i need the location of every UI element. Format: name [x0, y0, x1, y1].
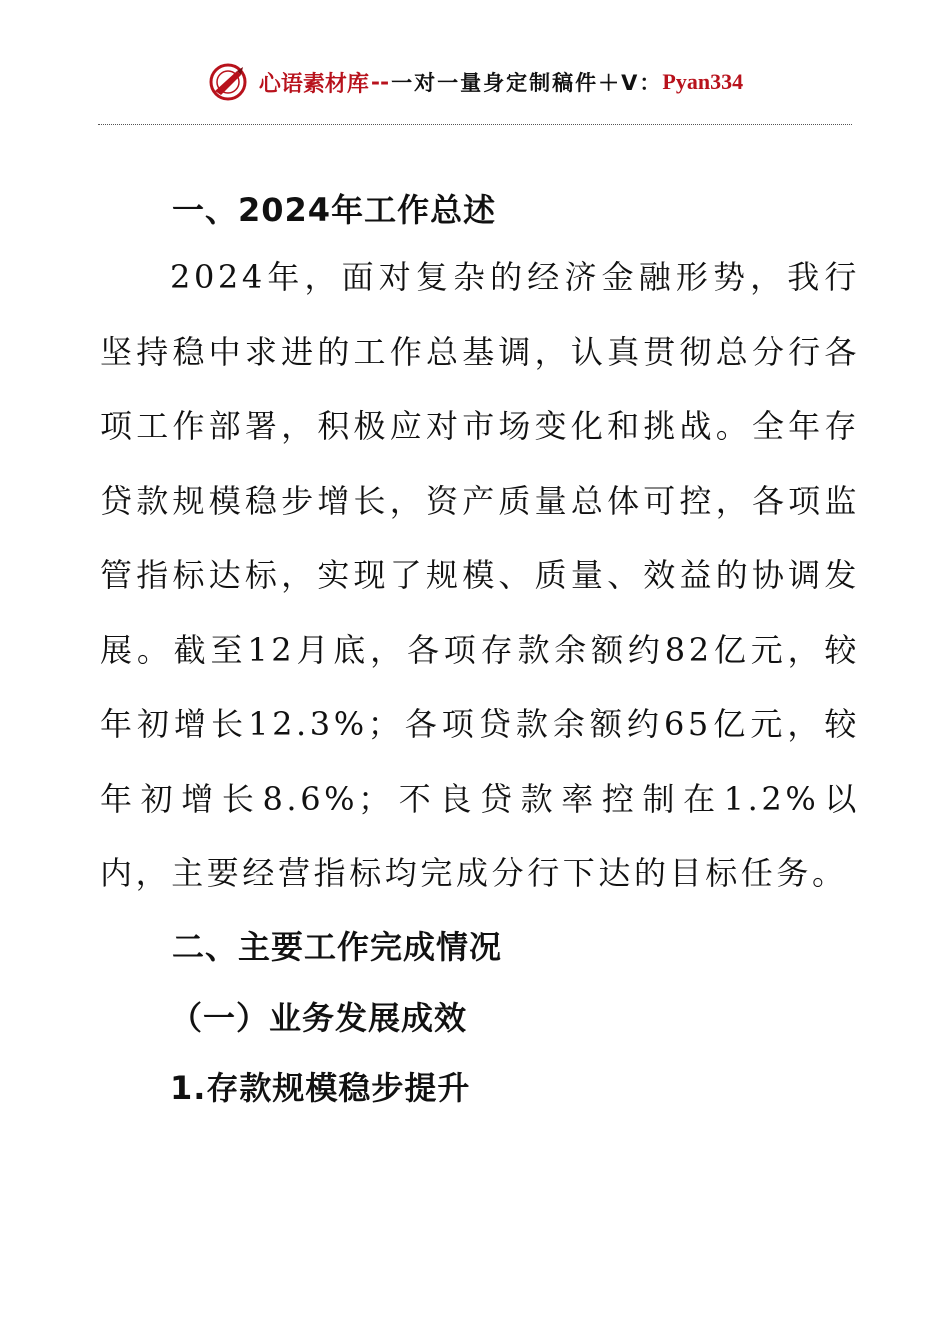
subsection-1-heading: （一）业务发展成效	[170, 998, 468, 1037]
header-contact: Pyan334	[662, 69, 744, 94]
document-header	[0, 58, 950, 106]
section-1-paragraph: 2024年，面对复杂的经济金融形势，我行坚持稳中求进的工作总基调，认真贯彻总分行各项工作部署，积极应对市场变化和挑战。全年存贷款规模稳步增长，资产质量总体可控，各项监管指标达标，实现了规模、质量、效益的协调发展。截至12月底，各项存款余额约82亿元，较年初增长12.3%；各项贷款余额约65亿元，较年初增长8.6%；不良贷款率控制在1.2%以内，主要经营指标均完成分行下达的目标任务。	[100, 258, 860, 892]
item-1-heading: 1.存款规模稳步提升	[170, 1068, 471, 1107]
document-body	[100, 180, 860, 1123]
brand-name: 心语素材库	[258, 70, 369, 97]
header-slogan: 一对一量身定制稿件＋V：	[391, 71, 663, 95]
pen-nib-logo-icon	[207, 61, 249, 103]
section-1-heading: 一、2024年工作总述	[172, 191, 497, 229]
header-separator: --	[370, 69, 390, 95]
header-divider	[98, 124, 852, 125]
section-2-heading: 二、主要工作完成情况	[172, 927, 503, 966]
